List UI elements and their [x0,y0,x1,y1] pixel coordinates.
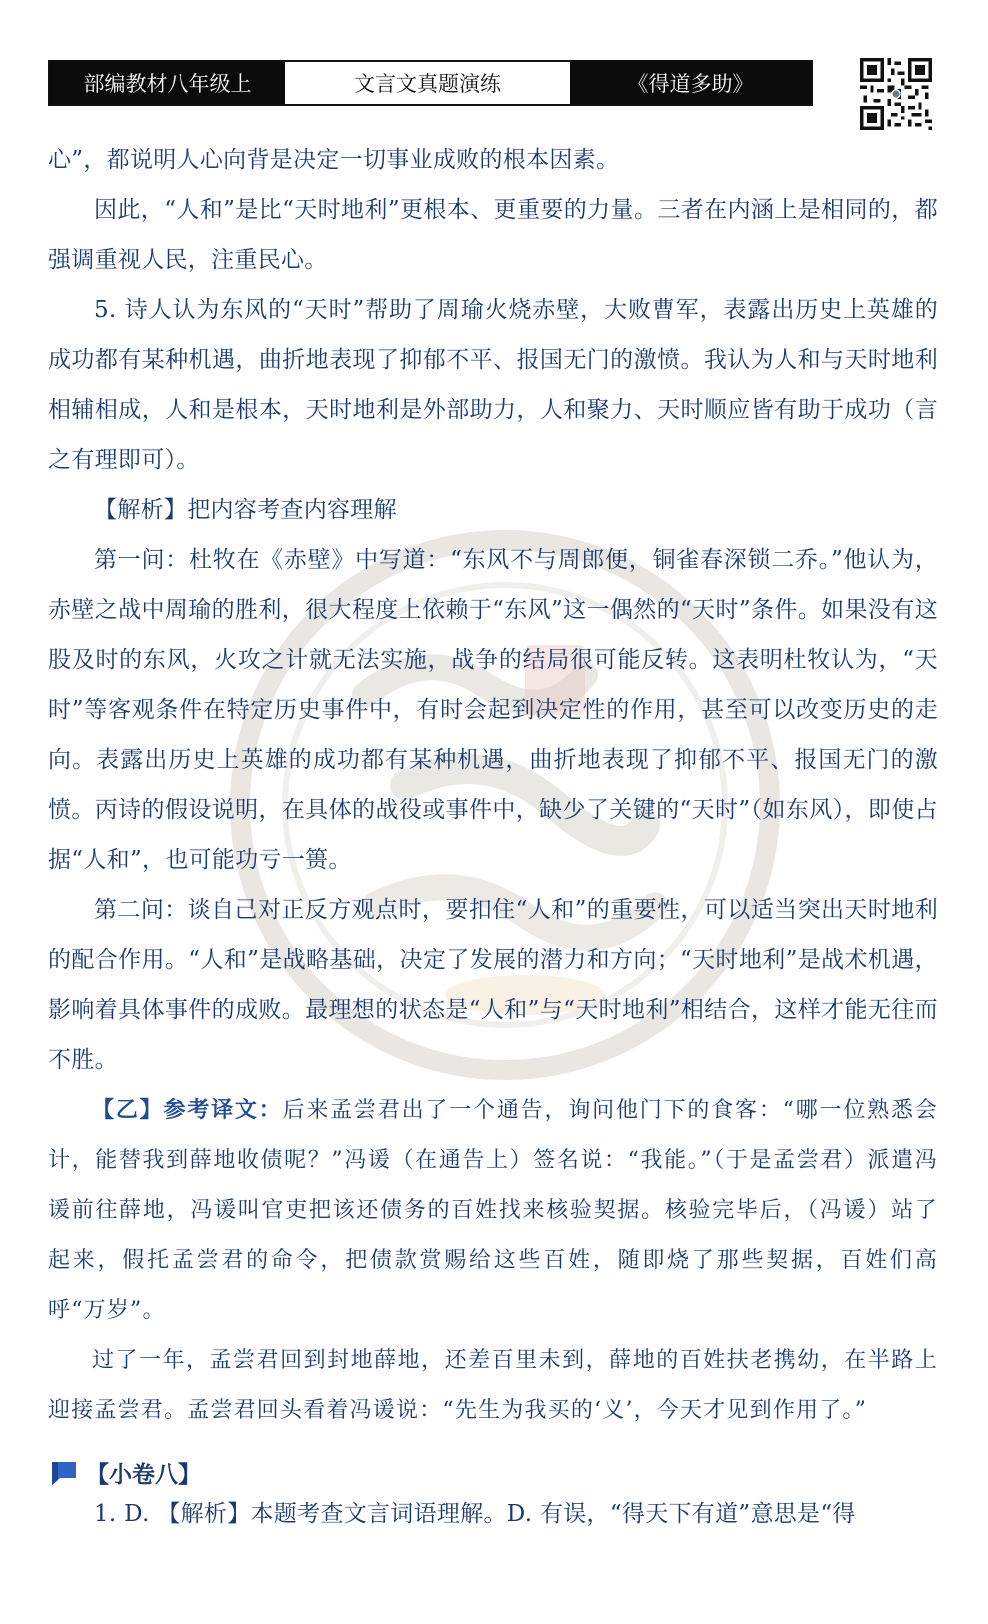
qr-code-icon[interactable] [860,58,932,130]
first-question-analysis: 第一问：杜牧在《赤壁》中写道：“东风不与周郎便，铜雀春深锁二乔。”他认为，赤壁之战中周瑜的胜利，很大程度上依赖于“东风”这一偶然的“天时”条件。如果没有这股及时的东风，火攻之计就无法实施，战争的结局很可能反转。这表明杜牧认为，“天时”等客观条件在特定历史事件中，有时会起到决定性的作用，甚至可以改变历史的走向。表露出历史上英雄的成功都有某种机遇，曲折地表现了抑郁不平、报国无门的激愤。丙诗的假设说明，在具体的战役或事件中，缺少了关键的“天时”（如东风），即使占据“人和”，也可能功亏一篑。 [48,547,938,873]
document-body [48,135,938,1539]
translation-paragraph [48,1085,938,1336]
analysis-heading: 【解析】把内容考查内容理解 [94,497,397,523]
section-heading [48,1456,938,1489]
translation-label: 【乙】参考译文： [92,1097,283,1123]
second-question-analysis: 第二问：谈自己对正反方观点时，要扣住“人和”的重要性，可以适当突出天时地利的配合作用。“人和”是战略基础，决定了发展的潜力和方向；“天时地利”是战术机遇，影响着具体事件的成败。最理想的状态是“人和”与“天时地利”相结合，这样才能无往而不胜。 [48,897,938,1073]
translation-paragraph-2: 过了一年，孟尝君回到封地薛地，还差百里未到，薛地的百姓扶老携幼，在半路上迎接孟尝君。孟尝君回头看着冯谖说：“先生为我买的‘义’，今天才见到作用了。” [48,1348,938,1423]
header-topic: 文言文真题演练 [285,62,570,104]
header-grade: 部编教材八年级上 [50,62,285,104]
answer-5: 5. 诗人认为东风的“天时”帮助了周瑜火烧赤壁，大败曹军，表露出历史上英雄的成功都有某种机遇，曲折地表现了抑郁不平、报国无门的激愤。我认为人和与天时地利相辅相成，人和是根本，天时地利是外部助力，人和聚力、天时顺应皆有助于成功（言之有理即可）。 [48,297,938,473]
paragraph: 因此，“人和”是比“天时地利”更根本、更重要的力量。三者在内涵上是相同的，都强调重视人民，注重民心。 [48,197,938,273]
paragraph: 心”，都说明人心向背是决定一切事业成败的根本因素。 [48,147,620,173]
header-lesson: 《得道多助》 [570,62,811,104]
section-title: 【小卷八】 [86,1461,201,1488]
flag-icon [48,1460,80,1486]
translation-text: 后来孟尝君出了一个通告，询问他门下的食客：“哪一位熟悉会计，能替我到薛地收债呢？”冯谖（在通告上）签名说：“我能。”（于是孟尝君）派遣冯谖前往薛地，冯谖叫官吏把该还债务的百姓找来核验契据。核验完毕后，（冯谖）站了起来，假托孟尝君的命令，把债款赏赐给这些百姓，随即烧了那些契据，百姓们高呼“万岁”。 [48,1098,938,1323]
answer-1: 1. D. 【解析】本题考查文言词语理解。D. 有误，“得天下有道”意思是“得 [94,1501,856,1527]
page-header [48,60,813,106]
